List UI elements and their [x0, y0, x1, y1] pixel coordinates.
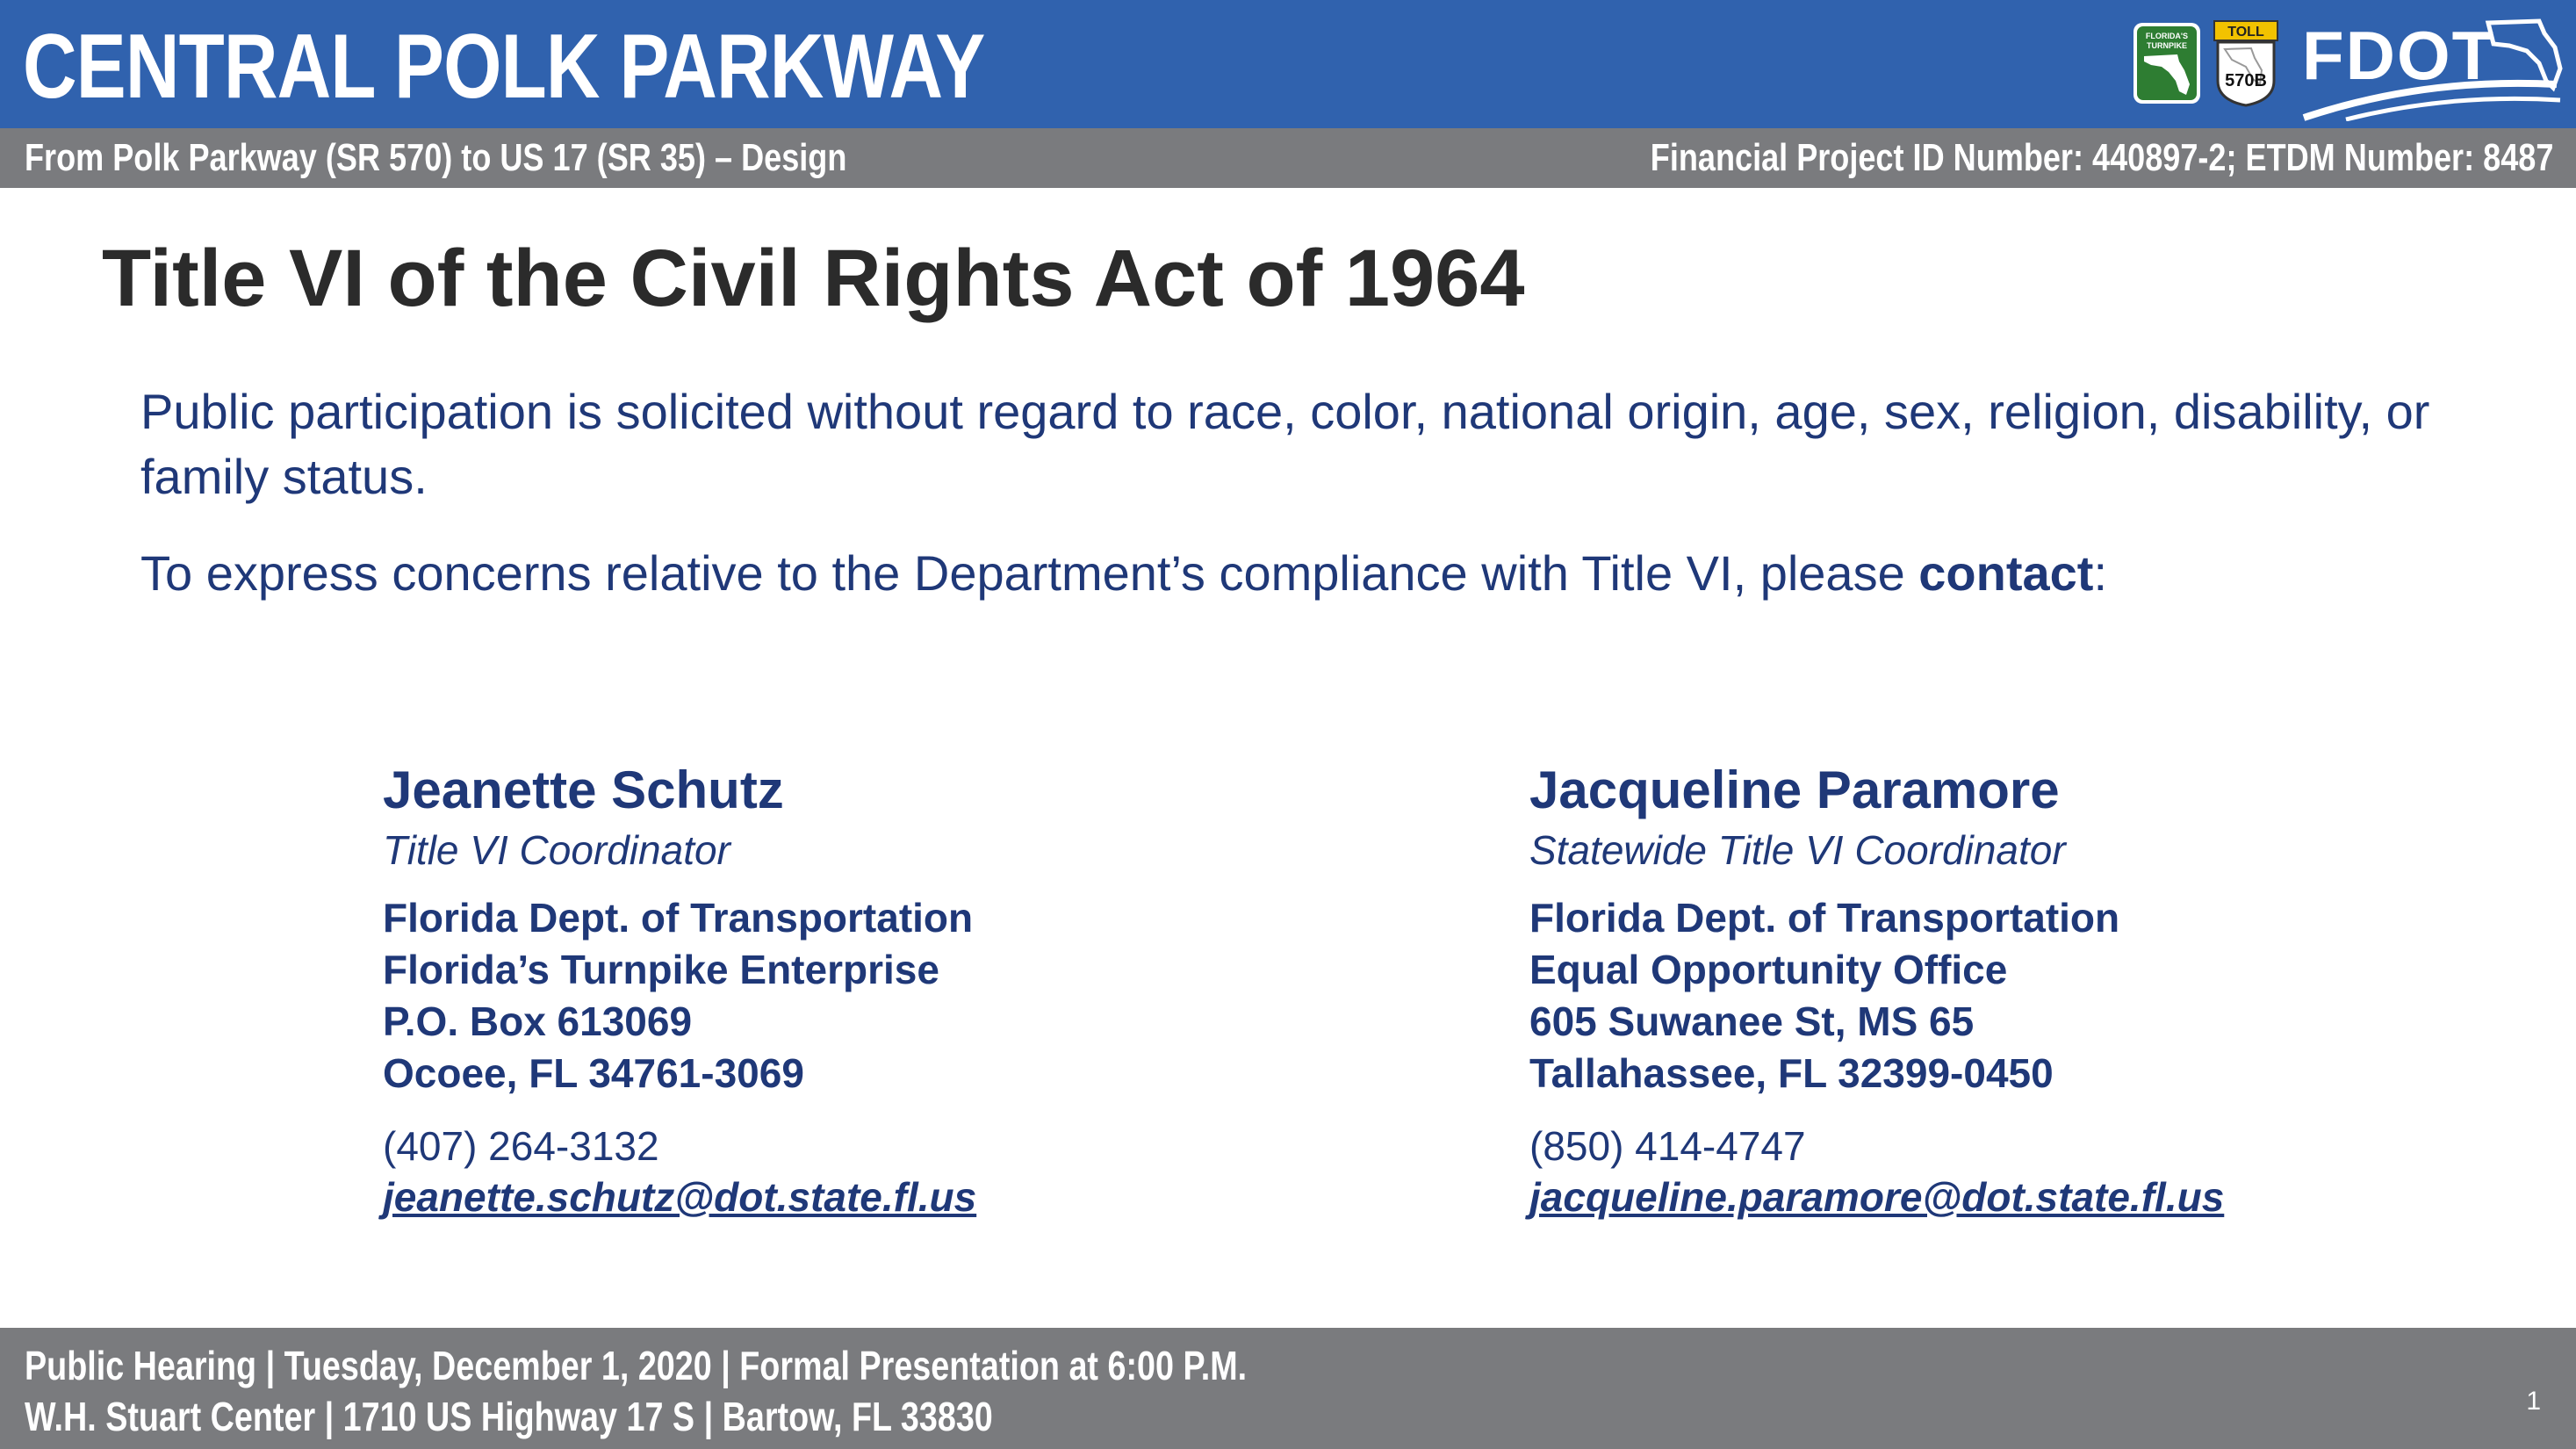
concerns-paragraph	[140, 541, 2107, 606]
svg-text:TURNPIKE: TURNPIKE	[2146, 41, 2188, 50]
subtitle-bar	[0, 128, 2576, 188]
contact-role: Title VI Coordinator	[383, 827, 730, 873]
svg-text:570B: 570B	[2225, 71, 2267, 90]
concerns-text: To express concerns relative to the Department’s compliance with Title VI, please	[140, 545, 1919, 601]
address-line: Florida Dept. of Transportation	[1529, 895, 2120, 941]
page-number: 1	[2526, 1387, 2541, 1416]
hearing-details: Public Hearing | Tuesday, December 1, 2020 | Formal Presentation at 6:00 P.M.	[25, 1343, 1248, 1388]
contact-name: Jacqueline Paramore	[1529, 761, 2060, 819]
project-id-numbers: Financial Project ID Number: 440897-2; ETDM Number: 8487	[1650, 136, 2553, 179]
project-title: CENTRAL POLK PARKWAY	[23, 16, 985, 118]
address-line: 605 Suwanee St, MS 65	[1529, 998, 1975, 1044]
contact-email-link[interactable]: jeanette.schutz@dot.state.fl.us	[383, 1174, 977, 1220]
contact-emphasis: contact	[1918, 545, 2094, 601]
address-line: Florida Dept. of Transportation	[383, 895, 974, 941]
concerns-colon: :	[2093, 545, 2107, 601]
header-bar	[0, 0, 2576, 128]
slide-heading: Title VI of the Civil Rights Act of 1964	[102, 234, 1525, 323]
hearing-location: W.H. Stuart Center | 1710 US Highway 17 S | Bartow, FL 33830	[25, 1394, 993, 1439]
contact-phone: (407) 264-3132	[383, 1123, 659, 1169]
florida-turnpike-logo	[2132, 21, 2202, 105]
contact-card-jacqueline-paramore	[1529, 755, 2224, 1222]
participation-paragraph: Public participation is solicited without regard to race, color, national origin, age, sex, religion, disability, or family status.	[140, 384, 2430, 504]
contact-email-link[interactable]: jacqueline.paramore@dot.state.fl.us	[1529, 1174, 2225, 1220]
fdot-logo	[2293, 12, 2565, 121]
address-line: Equal Opportunity Office	[1529, 947, 2008, 992]
contact-name: Jeanette Schutz	[383, 761, 784, 819]
project-limits: From Polk Parkway (SR 570) to US 17 (SR 35) – Design	[25, 136, 847, 179]
address-line: P.O. Box 613069	[383, 998, 693, 1044]
contact-phone: (850) 414-4747	[1529, 1123, 1806, 1169]
address-line: Tallahassee, FL 32399-0450	[1529, 1050, 2054, 1096]
address-line: Ocoee, FL 34761-3069	[383, 1050, 804, 1096]
footer-bar	[0, 1328, 2576, 1449]
contact-card-jeanette-schutz	[383, 755, 976, 1222]
contact-role: Statewide Title VI Coordinator	[1529, 827, 2066, 873]
svg-text:FDOT: FDOT	[2302, 17, 2496, 94]
toll-570b-shield	[2213, 19, 2279, 107]
svg-text:FLORIDA'S: FLORIDA'S	[2145, 32, 2189, 40]
svg-text:TOLL: TOLL	[2227, 25, 2264, 40]
address-line: Florida’s Turnpike Enterprise	[383, 947, 939, 992]
